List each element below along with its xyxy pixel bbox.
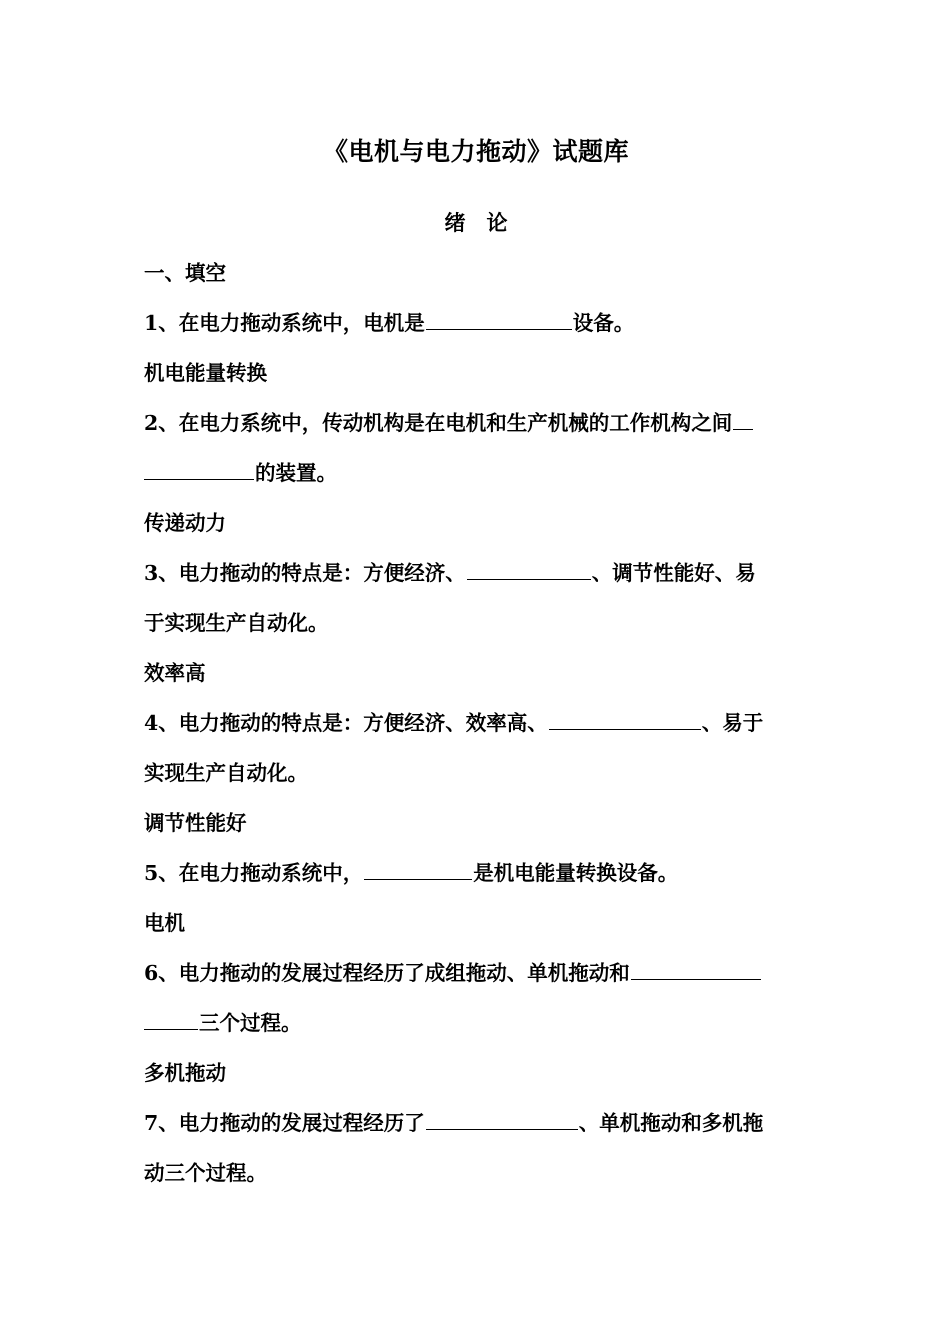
answer-blank bbox=[144, 1003, 198, 1030]
question-7: 7、电力拖动的发展过程经历了 、单机拖动和多机拖 bbox=[144, 1098, 808, 1148]
question-2: 2、在电力系统中，传动机构是在电机和生产机械的工作机构之间 bbox=[144, 398, 808, 448]
question-4: 4、电力拖动的特点是：方便经济、效率高、 、易于 bbox=[144, 698, 808, 748]
answer-blank bbox=[426, 303, 572, 330]
answer-blank bbox=[144, 453, 254, 480]
answer-blank bbox=[467, 553, 591, 580]
section-heading: 一、填空 bbox=[144, 261, 226, 285]
question-6: 6、电力拖动的发展过程经历了成组拖动、单机拖动和 bbox=[144, 948, 808, 998]
answer-1: 机电能量转换 bbox=[144, 361, 267, 385]
answer-blank bbox=[631, 953, 761, 980]
answer-blank bbox=[364, 853, 472, 880]
answer-4: 调节性能好 bbox=[144, 811, 247, 835]
question-5: 5、在电力拖动系统中， 是机电能量转换设备。 bbox=[144, 848, 808, 898]
question-2-cont: 的装置。 bbox=[144, 448, 808, 498]
answer-2: 传递动力 bbox=[144, 511, 226, 535]
document-title: 《电机与电力拖动》试题库 bbox=[322, 137, 629, 166]
answer-blank bbox=[733, 403, 753, 430]
question-3: 3、电力拖动的特点是：方便经济、 、调节性能好、易 bbox=[144, 548, 808, 598]
answer-6: 多机拖动 bbox=[144, 1061, 226, 1085]
question-7-cont: 动三个过程。 bbox=[144, 1161, 267, 1185]
chapter-heading: 绪 论 bbox=[444, 210, 508, 235]
question-1: 1、在电力拖动系统中，电机是 设备。 bbox=[144, 298, 808, 348]
answer-blank bbox=[426, 1103, 578, 1130]
answer-3: 效率高 bbox=[144, 661, 206, 685]
answer-5: 电机 bbox=[144, 911, 185, 935]
question-4-cont: 实现生产自动化。 bbox=[144, 761, 308, 785]
question-3-cont: 于实现生产自动化。 bbox=[144, 611, 329, 635]
document-page bbox=[144, 0, 808, 1344]
question-6-cont: 三个过程。 bbox=[144, 998, 808, 1048]
question-list bbox=[144, 248, 808, 1198]
answer-blank bbox=[549, 703, 701, 730]
